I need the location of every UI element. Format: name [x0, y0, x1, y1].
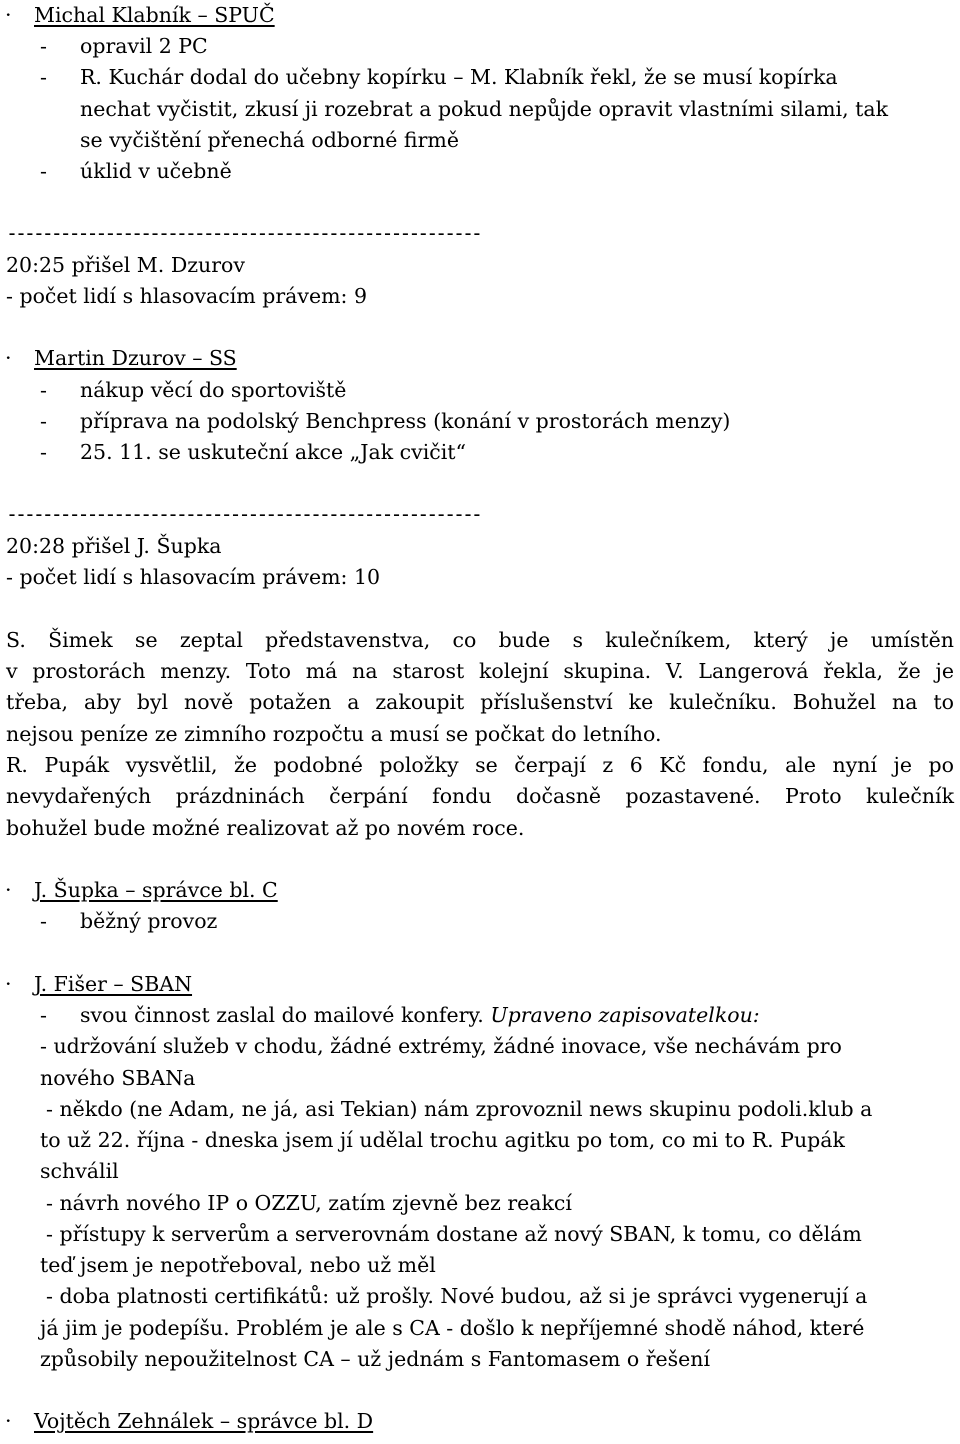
list-item: [0, 406, 960, 437]
report-text: - přístupy k serverům a serverovnám dostane až nový SBAN, k tomu, co dělám: [46, 1222, 862, 1246]
paragraph-line: [0, 687, 960, 718]
list-item-content: [80, 1000, 760, 1031]
vote-count-text: - počet lidí s hlasovacím právem: 10: [6, 565, 381, 589]
paragraph-text: nevydařených prázdninách čerpání fondu dočasně pozastavené. Proto kulečník: [6, 784, 954, 808]
report-line: [0, 1125, 960, 1156]
section-zehnalek-heading-row: [0, 1406, 960, 1437]
list-item-text: svou činnost zaslal do mailové konfery.: [80, 1003, 484, 1027]
list-item: [0, 437, 960, 468]
list-item-text: opravil 2 PC: [80, 34, 208, 58]
report-line: [0, 1156, 960, 1187]
paragraph-line: [0, 813, 960, 844]
section-supka-heading-row: [0, 875, 960, 906]
paragraph-line: [0, 625, 960, 656]
paragraph-line: [0, 719, 960, 750]
list-item-text: nechat vyčistit, zkusí ji rozebrat a pokud nepůjde opravit vlastními silami, tak: [80, 97, 888, 121]
list-item-continuation: [0, 94, 960, 125]
paragraph-text: třeba, aby byl nově potažen a zakoupit příslušenství ke kulečníku. Bohužel na to: [6, 690, 954, 714]
bullet: ·: [5, 878, 12, 902]
report-line: [0, 1188, 960, 1219]
section-klabnik-heading-row: [0, 0, 960, 31]
report-line: [0, 1063, 960, 1094]
report-text: způsobily nepoužitelnost CA – už jednám s Fantomasem o řešení: [40, 1347, 711, 1371]
dash-marker: -: [40, 1003, 47, 1027]
report-line: [0, 1250, 960, 1281]
report-text: schválil: [40, 1159, 119, 1183]
list-item-text: nákup věcí do sportoviště: [80, 378, 347, 402]
list-item: [0, 31, 960, 62]
paragraph-line: [0, 656, 960, 687]
list-item-text: 25. 11. se uskuteční akce „Jak cvičit“: [80, 440, 467, 464]
report-text: to už 22. října - dneska jsem jí udělal trochu agitku po tom, co mi to R. Pupák: [40, 1128, 845, 1152]
dash-marker: -: [40, 34, 47, 58]
dash-marker: -: [40, 378, 47, 402]
dash-marker: -: [40, 409, 47, 433]
dash-marker: -: [40, 909, 47, 933]
report-text: teď jsem je nepotřeboval, nebo už měl: [40, 1253, 436, 1277]
list-item-text: příprava na podolský Benchpress (konání v prostorách menzy): [80, 409, 731, 433]
list-item: [0, 156, 960, 187]
paragraph-text: nejsou peníze ze zimního rozpočtu a musí se počkat do letního.: [6, 722, 662, 746]
report-line: [0, 1219, 960, 1250]
paragraph-text: v prostorách menzy. Toto má na starost kolejní skupina. V. Langerová řekla, že je: [6, 659, 954, 683]
report-line: [0, 1281, 960, 1312]
report-line: [0, 1344, 960, 1375]
separator: -----------------------------------------------------: [6, 502, 480, 526]
list-item-text: se vyčištění přenechá odborné firmě: [80, 128, 459, 152]
bullet: ·: [5, 346, 12, 370]
bullet: ·: [5, 972, 12, 996]
paragraph-text: R. Pupák vysvětlil, že podobné položky se čerpají z 6 Kč fondu, ale nyní je po: [6, 753, 954, 777]
report-text: nového SBANa: [40, 1066, 196, 1090]
dash-marker: -: [40, 65, 47, 89]
report-text: - návrh nového IP o OZZU, zatím zjevně bez reakcí: [46, 1191, 572, 1215]
report-text: - někdo (ne Adam, ne já, asi Tekian) nám zprovoznil news skupinu podoli.klub a: [46, 1097, 873, 1121]
section-heading: J. Šupka – správce bl. C: [34, 878, 278, 902]
list-item: [0, 906, 960, 937]
list-item-text: úklid v učebně: [80, 159, 232, 183]
section-heading: Vojtěch Zehnálek – správce bl. D: [34, 1409, 374, 1433]
report-text: - doba platnosti certifikátů: už prošly. Nové budou, až si je správci vygenerují a: [46, 1284, 868, 1308]
paragraph-text: bohužel bude možné realizovat až po novém roce.: [6, 816, 525, 840]
vote-count-line: [0, 562, 960, 593]
dash-marker: -: [40, 440, 47, 464]
section-heading: Martin Dzurov – SS: [34, 346, 237, 370]
report-line: [0, 1094, 960, 1125]
report-text: - udržování služeb v chodu, žádné extrémy, žádné inovace, vše nechávám pro: [40, 1034, 842, 1058]
list-item: [0, 62, 960, 93]
dash-marker: -: [40, 159, 47, 183]
list-item-text: R. Kuchár dodal do učebny kopírku – M. Klabník řekl, že se musí kopírka: [80, 65, 838, 89]
list-item-continuation: [0, 125, 960, 156]
paragraph-line: [0, 750, 960, 781]
section-heading: Michal Klabník – SPUČ: [34, 3, 275, 27]
arrival-text: 20:28 přišel J. Šupka: [6, 534, 222, 558]
separator: -----------------------------------------------------: [6, 221, 480, 245]
arrival-time-line: [0, 250, 960, 281]
list-item: [0, 1000, 960, 1031]
bullet: ·: [5, 3, 12, 27]
editor-note: Upraveno zapisovatelkou:: [490, 1003, 760, 1027]
arrival-time-line: [0, 531, 960, 562]
section-dzurov-heading-row: [0, 343, 960, 374]
report-text: já jim je podepíšu. Problém je ale s CA - došlo k nepříjemné shodě náhod, které: [40, 1316, 865, 1340]
report-line: [0, 1313, 960, 1344]
separator-line: [0, 499, 960, 530]
bullet: ·: [5, 1409, 12, 1433]
separator-line: [0, 218, 960, 249]
list-item: [0, 375, 960, 406]
paragraph-text: S. Šimek se zeptal představenstva, co bude s kulečníkem, který je umístěn: [6, 628, 954, 652]
vote-count-text: - počet lidí s hlasovacím právem: 9: [6, 284, 368, 308]
report-line: [0, 1031, 960, 1062]
vote-count-line: [0, 281, 960, 312]
section-heading: J. Fišer – SBAN: [34, 972, 193, 996]
paragraph-line: [0, 781, 960, 812]
section-fiser-heading-row: [0, 969, 960, 1000]
list-item-text: běžný provoz: [80, 909, 218, 933]
arrival-text: 20:25 přišel M. Dzurov: [6, 253, 245, 277]
